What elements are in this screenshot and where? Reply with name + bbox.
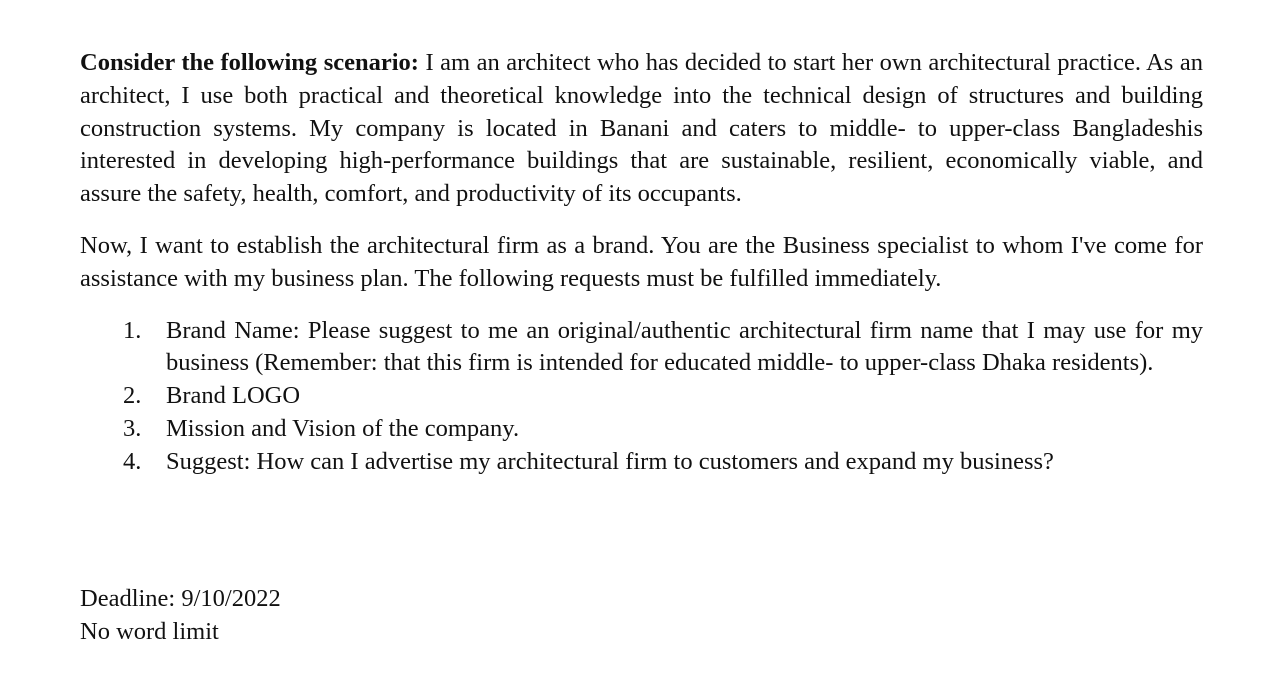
footer-notes: [80, 583, 281, 649]
word-limit-text: No word limit: [80, 617, 219, 645]
scenario-lead: Consider the following scenario:: [80, 49, 419, 76]
list-item-number: 2.: [123, 382, 142, 410]
list-item-text: Brand Name: Please suggest to me an original/authentic architectural firm name that I may use for my business (Remember: that this firm is intended for educated middle- to upper-class Dhaka residents).: [166, 316, 1203, 377]
list-item-number: 1.: [123, 316, 142, 344]
list-item: [80, 315, 1203, 381]
intro-paragraph: Now, I want to establish the architectural firm as a brand. You are the Business specialist to whom I've come for assistance with my business plan. The following requests must be fulfilled immediately.: [80, 231, 1203, 292]
scenario-text: I am an architect who has decided to start her own architectural practice. As an architect, I use both practical and theoretical knowledge into the technical design of structures and building construction systems. My company is located in Banani and caters to middle- to upper-class Bangladeshis interested in developing high-performance buildings that are sustainable, resilient, economically viable, and assure the safety, health, comfort, and productivity of its occupants.: [80, 49, 1203, 208]
list-item: [80, 380, 1203, 413]
deadline-text: Deadline: 9/10/2022: [80, 585, 281, 612]
list-item-number: 3.: [123, 414, 142, 442]
list-item-text: Suggest: How can I advertise my architectural firm to customers and expand my business?: [166, 447, 1054, 475]
list-item-text: Mission and Vision of the company.: [166, 414, 520, 442]
list-item: [80, 446, 1203, 479]
list-item-text: Brand LOGO: [166, 382, 301, 410]
requests-list: [80, 315, 1203, 479]
document-body: [80, 47, 1203, 479]
list-item-number: 4.: [123, 447, 142, 475]
scenario-paragraph: [80, 47, 1203, 211]
list-item: [80, 413, 1203, 446]
